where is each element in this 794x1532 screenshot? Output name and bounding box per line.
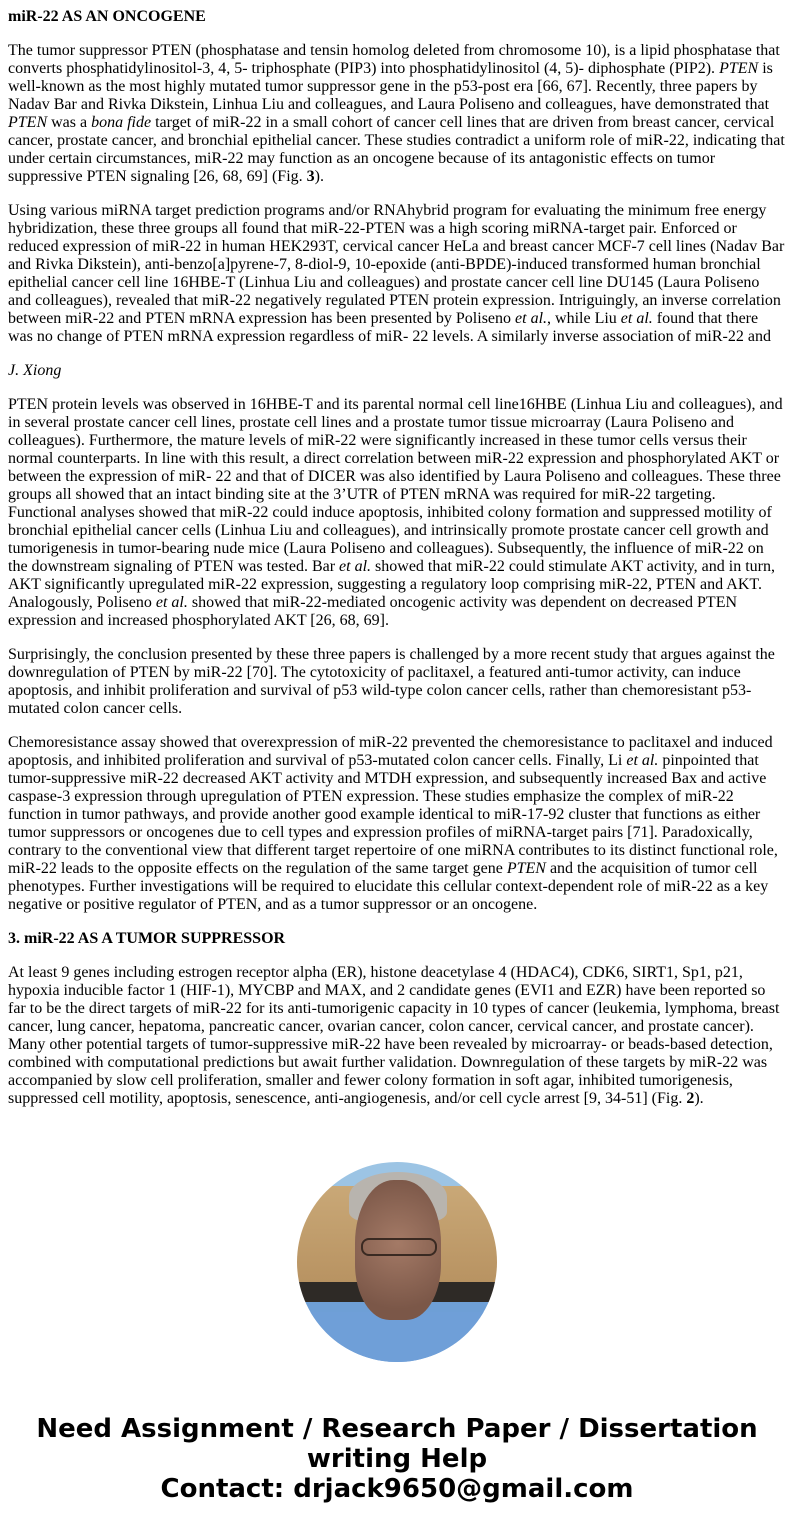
contact-banner xyxy=(0,1414,794,1532)
text-run: ). xyxy=(694,1090,704,1107)
text-run: Surprisingly, the conclusion presented by these three papers is challenged by a more recent study that argues against the downregulation of PTEN by miR-22 [70]. The cytotoxicity of paclitaxel, a featured anti-tumor activity, can induce apoptosis, and inhibit proliferation and survival of p53 wild-type colon cancer cells, rather than chemoresistant p53-mutated colon cancer cells. xyxy=(8,646,775,717)
text-run: At least 9 genes including estrogen receptor alpha (ER), histone deacetylase 4 (HDAC4), CDK6, SIRT1, Sp1, p21, hypoxia inducible factor 1 (HIF-1), MYCBP and MAX, and 2 candidate genes (EVI1 and EZR) have been reported so far to be the direct targets of miR-22 for its anti-tumorigenic capacity in 10 types of cancer (leukemia, lymphoma, breast cancer, lung cancer, hepatoma, pancreatic cancer, ovarian cancer, colon cancer, cervical cancer, and prostate cancer). Many other potential targets of tumor-suppressive miR-22 have been revealed by microarray- or beads-based detection, combined with computational predictions but await further validation. Downregulation of these targets by miR-22 was accompanied by slow cell proliferation, smaller and fewer colony formation in soft agar, inhibited tumorigenesis, suppressed cell motility, apoptosis, senescence, anti-angiogenesis, and/or cell cycle arrest [9, 34-51] (Fig. xyxy=(8,964,780,1107)
text-run: The tumor suppressor PTEN (phosphatase and tensin homolog deleted from chromosome 10), is a lipid phosphatase that converts phosphatidylinositol-3, 4, 5- triphosphate (PIP3) into phosphatidylinositol (4, 5)- diphosphate (PIP2). xyxy=(8,42,780,77)
text-run: was a xyxy=(47,114,92,131)
paragraph xyxy=(8,734,786,914)
text-run: target of miR-22 in a small cohort of cancer cell lines that are driven from breast cancer, cervical cancer, prostate cancer, and bronchial epithelial cancer. These studies contradict a uniform role of miR-22, indicating that under certain circumstances, miR-22 may function as an oncogene because of its antagonistic effects on tumor suppressive PTEN signaling [26, 68, 69] (Fig. xyxy=(8,114,785,185)
photo-glasses xyxy=(361,1238,437,1256)
paragraph xyxy=(8,396,786,630)
text-run: is well-known as the most highly mutated tumor suppressor gene in the p53-post era [66, 67]. Recently, three papers by Nadav Bar and Rivka Dikstein, Linhua Liu and colleagues, and Laura Poliseno and colleagues, have demonstrated that xyxy=(8,60,773,113)
text-run: Using various miRNA target prediction programs and/or RNAhybrid program for evaluating the minimum free energy hybridization, these three groups all found that miR-22-PTEN was a high scoring miRNA-target pair. Enforced or reduced expression of miR-22 in human HEK293T, cervical cancer HeLa and breast cancer MCF-7 cell lines (Nadav Bar and Rivka Dikstein), anti-benzo[a]pyrene-7, 8-diol-9, 10-epoxide (anti-BPDE)-induced transformed human bronchial epithelial cancer cell line 16HBE-T (Linhua Liu and colleagues) and prostate cancer cell line DU145 (Laura Poliseno and colleagues), revealed that miR-22 negatively regulated PTEN protein expression. Intriguingly, an inverse correlation between miR-22 and PTEN mRNA expression has been presented by Poliseno xyxy=(8,202,785,327)
section-oncogene-body xyxy=(8,42,786,914)
text-run: , while Liu xyxy=(547,310,621,327)
text-run: found that there was no change of PTEN mRNA expression regardless of miR- 22 levels. A similarly inverse association of miR-22 and xyxy=(8,310,771,345)
section-tumor-suppressor-body xyxy=(8,964,786,1108)
italic-text: et al. xyxy=(155,594,188,611)
text-run: ). xyxy=(314,168,324,185)
section-heading-tumor-suppressor: 3. miR-22 AS A TUMOR SUPPRESSOR xyxy=(8,930,286,947)
italic-text: PTEN xyxy=(8,114,48,131)
paragraph xyxy=(8,202,786,346)
italic-text: et al. xyxy=(339,558,372,575)
banner-headline: Need Assignment / Research Paper / Dissertation writing Help xyxy=(36,1414,758,1474)
bold-text: 3 xyxy=(306,168,315,185)
italic-text: et al. xyxy=(620,310,653,327)
italic-text: et al. xyxy=(515,310,548,327)
italic-text: bona fide xyxy=(91,114,152,131)
bold-text: 2 xyxy=(686,1090,695,1107)
italic-text: et al. xyxy=(626,752,659,769)
text-run: pinpointed that tumor-suppressive miR-22 decreased AKT activity and MTDH expression, and subsequently increased Bax and active caspase-3 expression through upregulation of PTEN expression. These studies emphasize the complex of miR-22 function in tumor pathways, and provide another good example identical to miR-17-92 cluster that functions as either tumor suppressors or oncogenes due to cell types and expression profiles of miRNA-target pairs [71]. Paradoxically, contrary to the conventional view that different target repertoire of one miRNA contributes to its distinct functional role, miR-22 leads to the opposite effects on the regulation of the same target gene xyxy=(8,752,778,877)
text-run: showed that miR-22-mediated oncogenic activity was dependent on decreased PTEN expression and increased phosphorylated AKT [26, 68, 69]. xyxy=(8,594,738,629)
italic-text: PTEN xyxy=(719,60,759,77)
banner-contact-email: Contact: drjack9650@gmail.com xyxy=(160,1474,634,1504)
text-run: Chemoresistance assay showed that overexpression of miR-22 prevented the chemoresistance to paclitaxel and induced apoptosis, and inhibited proliferation and survival of p53-mutated colon cancer cells. Finally, Li xyxy=(8,734,773,769)
author-photo-container xyxy=(0,1162,794,1362)
author-photo xyxy=(297,1162,497,1362)
paragraph xyxy=(8,964,786,1108)
paragraph xyxy=(8,42,786,186)
section-heading-oncogene: miR-22 AS AN ONCOGENE xyxy=(8,8,206,25)
paragraph xyxy=(8,646,786,718)
text-run: and the acquisition of tumor cell phenotypes. Further investigations will be required to elucidate this cellular context-dependent role of miR-22 as a key negative or positive regulator of PTEN, and as a tumor suppressor or an oncogene. xyxy=(8,860,769,913)
text-run: PTEN protein levels was observed in 16HBE-T and its parental normal cell line16HBE (Linhua Liu and colleagues), and in several prostate cancer cell lines, prostate cell lines and a prostate tumor tissue microarray (Laura Poliseno and colleagues). Furthermore, the mature levels of miR-22 were significantly increased in these tumor cells versus their normal counterparts. In line with this result, a direct correlation between miR-22 expression and phosphorylated AKT or between the expression of miR- 22 and that of DICER was also identified by Laura Poliseno and colleagues. These three groups all showed that an intact binding site at the 3’UTR of PTEN mRNA was required for miR-22 targeting. Functional analyses showed that miR-22 could induce apoptosis, inhibited colony formation and suppressed motility of bronchial epithelial cancer cells (Linhua Liu and colleagues), and intrinsically promote prostate cancer cell growth and tumorigenesis in tumor-bearing nude mice (Laura Poliseno and colleagues). Subsequently, the influence of miR-22 on the downstream signaling of PTEN was tested. Bar xyxy=(8,396,783,575)
italic-text: PTEN xyxy=(506,860,546,877)
italic-text: J. Xiong xyxy=(8,362,62,379)
text-run: showed that miR-22 could stimulate AKT activity, and in turn, AKT significantly upregulated miR-22 expression, suggesting a regulatory loop comprising miR-22, PTEN and AKT. Analogously, Poliseno xyxy=(8,558,775,611)
paragraph xyxy=(8,362,786,380)
